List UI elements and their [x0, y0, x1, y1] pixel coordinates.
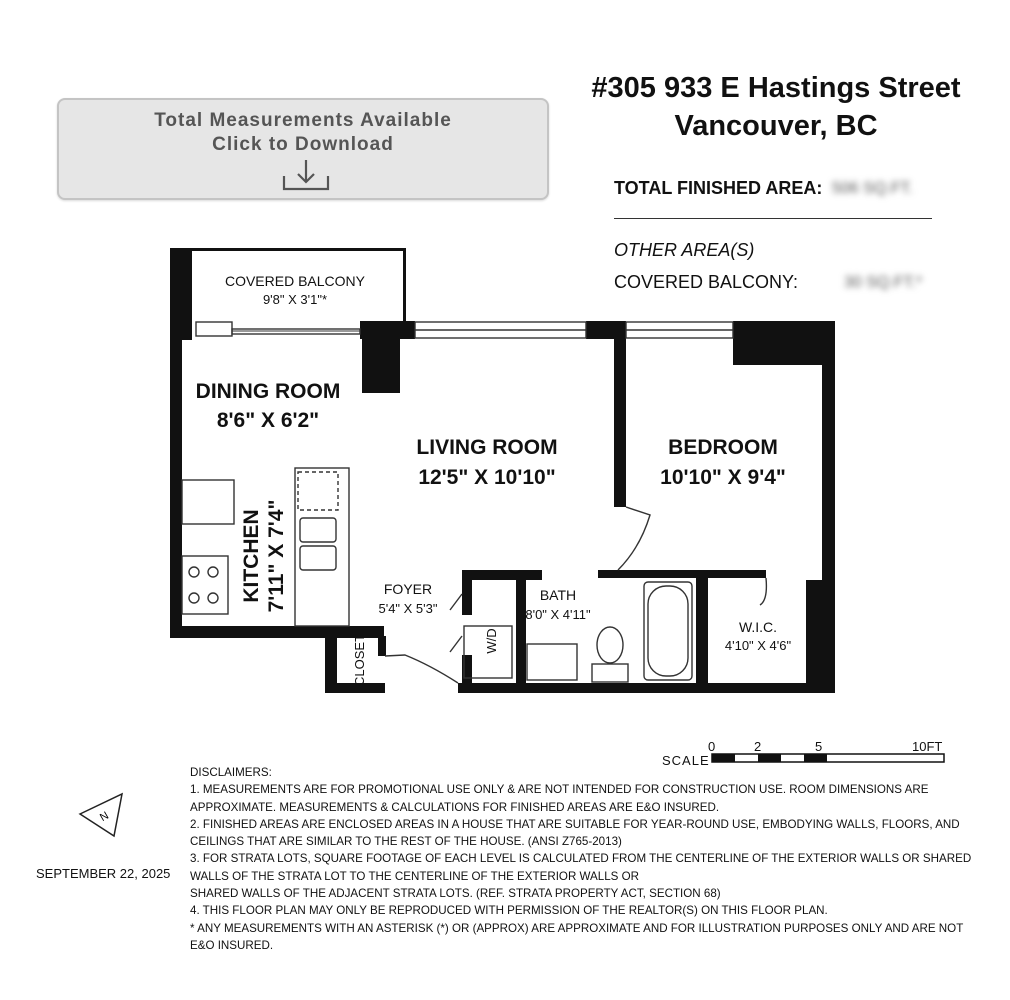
scale-label: SCALE: [662, 753, 710, 768]
covered-balcony-area-label: COVERED BALCONY:: [614, 272, 799, 292]
scale-tick-5: 5: [815, 739, 823, 754]
plan-date: SEPTEMBER 22, 2025: [36, 866, 171, 881]
room-kitchen-dims: 7'11" X 7'4": [265, 499, 288, 613]
north-label: N: [98, 809, 111, 825]
download-title: Total Measurements Available: [154, 110, 452, 131]
room-wic-dims: 4'10" X 4'6": [724, 638, 792, 653]
total-finished-area-value: 506 SQ.FT.: [832, 180, 913, 197]
room-bedroom-dims: 10'10" X 9'4": [660, 466, 786, 489]
room-wd-name: W/D: [484, 628, 499, 654]
disclaimers: [190, 764, 990, 954]
disclaimer-line: * ANY MEASUREMENTS WITH AN ASTERISK (*) OR (APPROX) ARE APPROXIMATE AND FOR ILLUSTRATION PURPOSES ONLY AND ARE NOT: [190, 921, 964, 935]
address-line-1: #305 933 E Hastings Street: [591, 72, 961, 104]
room-foyer-dims: 5'4" X 5'3": [378, 601, 438, 616]
scale-bar: [712, 754, 944, 762]
room-dining-dims: 8'6" X 6'2": [216, 409, 320, 432]
covered-balcony-area-value: 30 SQ.FT.*: [844, 274, 923, 291]
disclaimer-line: 2. FINISHED AREAS ARE ENCLOSED AREAS IN A HOUSE THAT ARE SUITABLE FOR YEAR-ROUND USE, EMBODYING WALLS, FLOORS, AND: [190, 817, 960, 831]
disclaimer-line: CEILINGS THAT ARE SIMILAR TO THE REST OF THE HOUSE. (ANSI Z765-2013): [190, 835, 622, 849]
room-covered-balcony-name: COVERED BALCONY: [224, 273, 366, 289]
room-bedroom-name: BEDROOM: [668, 436, 778, 459]
room-kitchen-name: KITCHEN: [240, 509, 263, 603]
room-bath-name: BATH: [539, 587, 577, 603]
room-closet-name: CLOSET: [352, 633, 367, 687]
scale-tick-10: 10FT: [912, 739, 943, 754]
total-finished-area-label: TOTAL FINISHED AREA:: [614, 178, 823, 198]
room-wic-name: W.I.C.: [738, 619, 778, 635]
windows: [196, 322, 733, 338]
room-dining-name: DINING ROOM: [195, 380, 341, 403]
north-arrow-icon: [78, 792, 126, 838]
disclaimer-line: 4. THIS FLOOR PLAN MAY ONLY BE REPRODUCED WITH PERMISSION OF THE REALTOR(S) ON THIS FLOOR PLAN.: [190, 904, 828, 918]
disclaimer-line: WALLS OF THE STRATA LOT TO THE CENTERLINE OF THE EXTERIOR WALLS OR: [190, 869, 640, 883]
room-bath-dims: 8'0" X 4'11": [525, 607, 591, 622]
room-living-dims: 12'5" X 10'10": [418, 466, 556, 489]
scale-tick-0: 0: [708, 739, 716, 754]
disclaimer-line: SHARED WALLS OF THE ADJACENT STRATA LOTS. (REF. STRATA PROPERTY ACT, SECTION 68): [190, 887, 721, 901]
scale-tick-2: 2: [754, 739, 762, 754]
disclaimer-line: APPROXIMATE. MEASUREMENTS & CALCULATIONS FOR FINISHED AREAS ARE E&O INSURED.: [190, 800, 720, 814]
disclaimer-line: E&O INSURED.: [190, 938, 274, 952]
address-line-2: Vancouver, BC: [674, 110, 878, 142]
room-living-name: LIVING ROOM: [416, 436, 558, 459]
disclaimer-line: 1. MEASUREMENTS ARE FOR PROMOTIONAL USE ONLY & ARE NOT INTENDED FOR CONSTRUCTION USE. ROOM DIMENSIONS ARE: [190, 783, 929, 797]
disclaimers-title: DISCLAIMERS:: [190, 766, 272, 779]
other-areas-label: OTHER AREA(S): [614, 240, 755, 260]
disclaimer-line: 3. FOR STRATA LOTS, SQUARE FOOTAGE OF EACH LEVEL IS CALCULATED FROM THE CENTERLINE OF THE EXTERIOR WALLS OR SHARED: [190, 852, 972, 866]
download-subtitle: Click to Download: [212, 134, 394, 155]
room-foyer-name: FOYER: [383, 581, 433, 597]
room-covered-balcony-dims: 9'8" X 3'1"*: [262, 292, 328, 307]
